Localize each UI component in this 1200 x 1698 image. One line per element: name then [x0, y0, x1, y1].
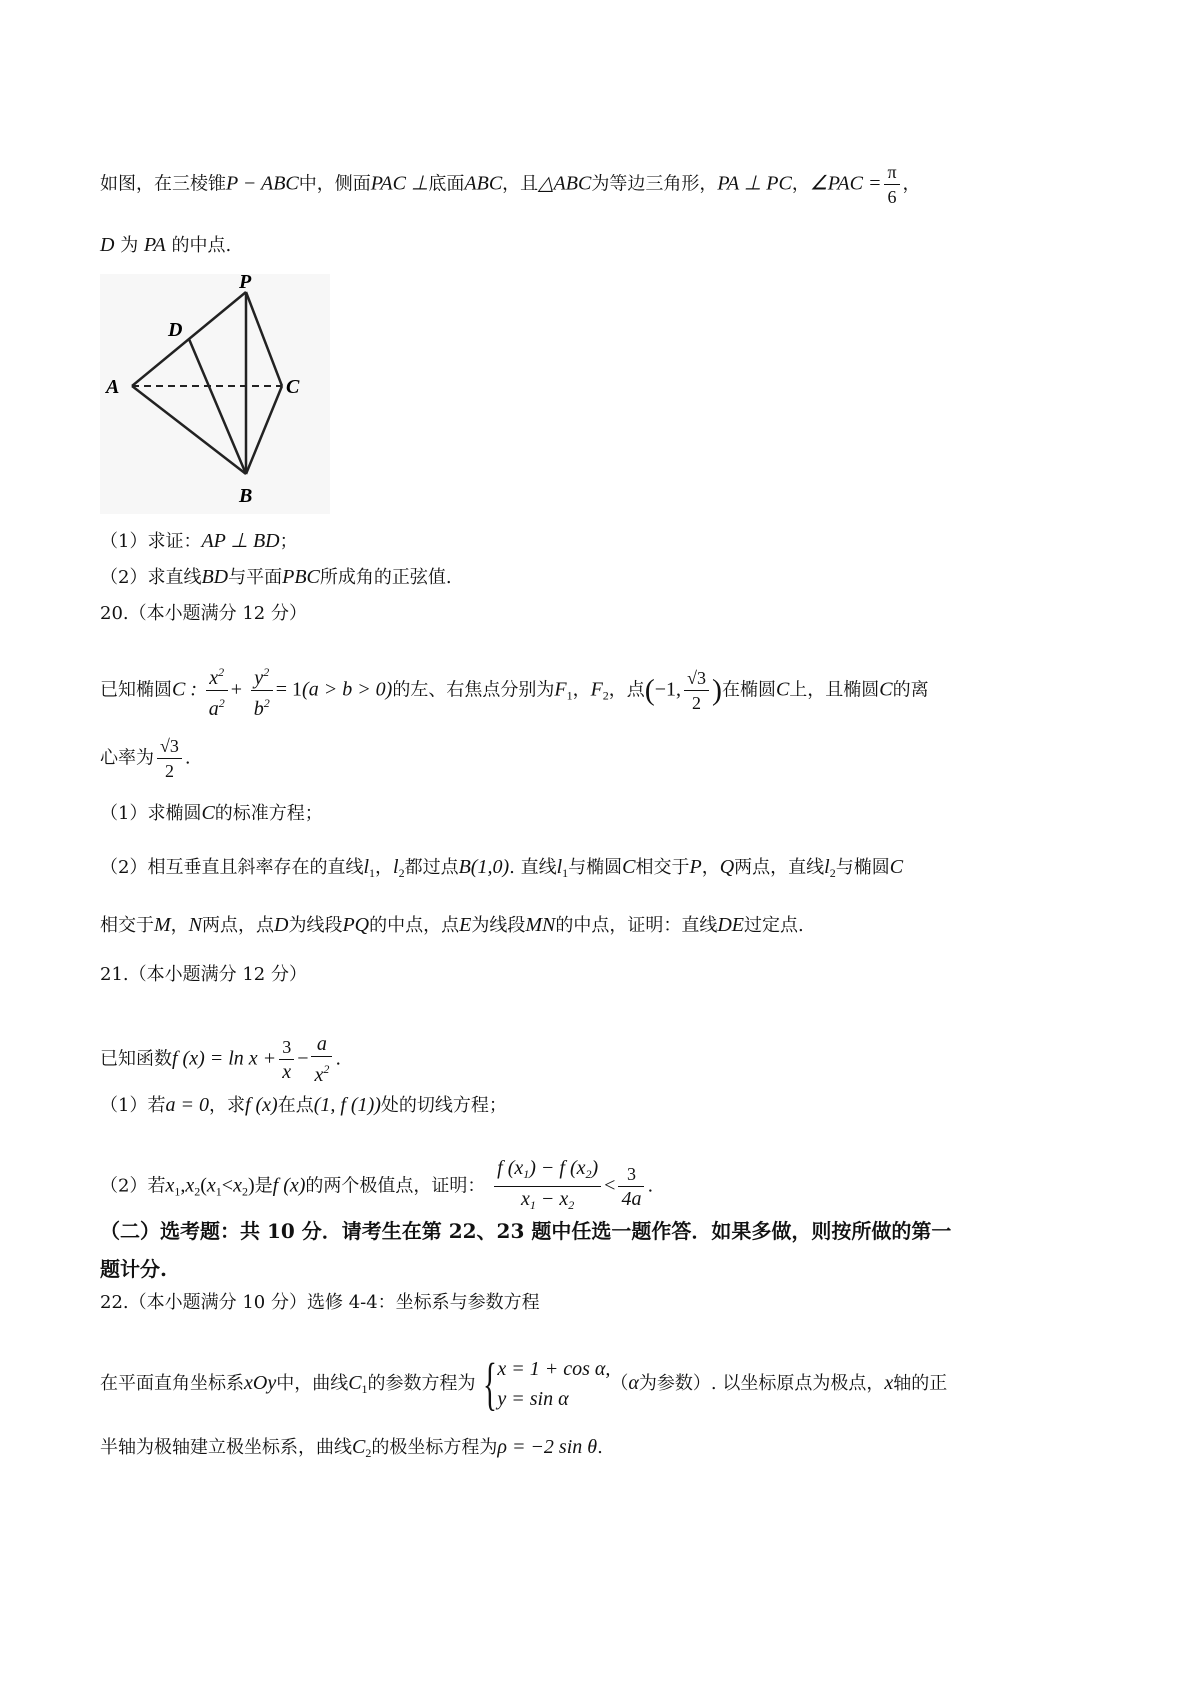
denominator — [251, 691, 273, 721]
math: ) — [247, 1174, 255, 1197]
problem-heading: 22.（本小题满分 10 分）选修 4-4：坐标系与参数方程 — [100, 1292, 540, 1313]
pyramid-figure — [100, 274, 330, 514]
text: 的中点，证明：直线 — [555, 915, 718, 936]
fraction-y2-b2 — [251, 660, 273, 721]
p19-q2 — [100, 564, 452, 591]
text: 所成角的正弦值. — [319, 567, 452, 588]
text: 为线段 — [471, 915, 526, 936]
math: f (x) — [244, 1094, 278, 1116]
section-2-line-2 — [100, 1256, 167, 1282]
math: D — [100, 234, 115, 256]
label-D: D — [168, 319, 183, 341]
text: 轴的正 — [893, 1373, 948, 1394]
subscript: 2 — [194, 1184, 201, 1199]
math: F — [590, 678, 603, 701]
subscript: 1 — [361, 1382, 368, 1396]
p21-q1 — [100, 1092, 507, 1119]
text: 过定点. — [744, 915, 804, 936]
text: 都过点 — [404, 857, 459, 878]
fraction-x2-a2 — [206, 660, 228, 721]
problem-heading: 20.（本小题满分 12 分） — [100, 603, 307, 624]
math: M — [154, 914, 171, 936]
text: ，且 — [502, 173, 539, 195]
text: 如图，在三棱锥 — [100, 173, 226, 195]
text: 已知椭圆 — [100, 679, 172, 701]
p21-line-1 — [100, 1032, 341, 1087]
math: C — [889, 856, 904, 878]
text: 为参数）. 以坐标原点为极点， — [638, 1373, 885, 1394]
math: D — [274, 914, 289, 936]
label-C: C — [286, 376, 300, 398]
text: 相交于 — [100, 915, 154, 936]
text: 为 — [120, 235, 139, 256]
exponent: 2 — [263, 696, 270, 710]
math: x — [185, 1174, 195, 1197]
text: ， — [572, 679, 591, 701]
math: l — [824, 856, 830, 878]
var: x — [314, 1064, 324, 1086]
label-B: B — [239, 485, 253, 507]
subscript: 1 — [566, 688, 573, 703]
math: C — [775, 678, 790, 701]
text: 与平面 — [228, 567, 283, 588]
label-A: A — [106, 376, 120, 398]
math: C : — [172, 678, 197, 701]
section-2-line-1 — [100, 1218, 951, 1244]
text: . — [335, 1048, 342, 1070]
brace-left: { — [482, 1351, 497, 1416]
text: . 直线 — [509, 857, 557, 878]
p20-line-3 — [100, 912, 804, 939]
text: 两点，点 — [202, 915, 275, 936]
text: 上，且椭圆 — [789, 679, 880, 701]
math: l — [556, 856, 563, 878]
text: 的两个极值点，证明： — [305, 1175, 486, 1197]
exponent: 2 — [323, 1062, 330, 1076]
text: 中，曲线 — [276, 1373, 349, 1394]
subscript: 1 — [529, 1198, 536, 1212]
text: （1）求证： — [100, 531, 202, 552]
equation-1: x = 1 + cos α, — [497, 1358, 611, 1380]
math: N — [188, 914, 203, 936]
fraction-3-4a — [618, 1162, 644, 1211]
denominator — [494, 1187, 601, 1217]
text: 两点，直线 — [734, 857, 825, 878]
math: ) − f (x — [529, 1157, 586, 1179]
math: PAC ⊥ — [370, 172, 429, 195]
text: 的左、右焦点分别为 — [392, 679, 555, 701]
text: 的参数方程为 — [367, 1373, 476, 1394]
text: （ — [610, 1373, 629, 1394]
math: AP ⊥ BD — [201, 530, 280, 552]
subscript: 1 — [369, 866, 376, 880]
math: PA — [143, 234, 166, 256]
text: 是 — [254, 1175, 273, 1197]
text: ， — [701, 857, 720, 878]
label-P: P — [239, 274, 252, 293]
numerator — [206, 660, 228, 691]
math: PQ — [342, 914, 370, 936]
denominator: 6 — [887, 187, 897, 207]
exponent: 2 — [218, 665, 225, 679]
text: （2）求直线 — [100, 567, 202, 588]
math: f (x) = ln x + — [172, 1047, 277, 1070]
fraction-a-x2 — [311, 1032, 332, 1087]
section-heading: 题计分. — [100, 1257, 167, 1281]
math: PA ⊥ PC — [717, 172, 792, 195]
denominator — [206, 691, 228, 721]
text: 为线段 — [288, 915, 343, 936]
p20-line-1 — [100, 660, 929, 721]
text: （1）若 — [100, 1095, 166, 1116]
math: f (x) — [272, 1174, 306, 1197]
numerator: √3 — [157, 734, 182, 759]
paren-left: ( — [644, 673, 655, 707]
text: （2）若 — [100, 1175, 166, 1197]
p20-heading — [100, 601, 307, 627]
numerator — [251, 660, 273, 691]
text: ，点 — [608, 679, 645, 701]
denominator — [311, 1057, 332, 1087]
text: ，求 — [208, 1095, 245, 1116]
p21-q2 — [100, 1156, 653, 1217]
math: x — [233, 1174, 242, 1197]
text: 中，侧面 — [298, 173, 371, 195]
p19-q1 — [100, 528, 298, 555]
math: E — [459, 914, 472, 936]
math: P − ABC — [226, 172, 299, 195]
math: , — [180, 1174, 186, 1197]
math: a = 0 — [165, 1094, 209, 1116]
text: ； — [279, 531, 298, 552]
math: C — [348, 1372, 362, 1394]
numerator: 3 — [279, 1035, 294, 1060]
denominator: 4a — [621, 1188, 642, 1210]
math: C — [622, 856, 636, 878]
math: x — [206, 1174, 216, 1197]
fraction-eccentricity — [157, 734, 182, 783]
subscript: 1 — [174, 1184, 181, 1199]
p22-line-1 — [100, 1351, 948, 1416]
denominator: 2 — [692, 693, 701, 713]
math: l — [393, 856, 399, 878]
fraction-pi-6 — [884, 160, 899, 209]
var: x — [209, 667, 219, 689]
text: 与椭圆 — [835, 857, 890, 878]
text: 的中点，点 — [369, 915, 460, 936]
subscript: 2 — [398, 866, 405, 880]
text: 的离 — [892, 679, 929, 701]
subscript: 1 — [215, 1184, 222, 1199]
math: ) — [591, 1157, 599, 1179]
math: B(1,0) — [458, 856, 510, 878]
var: a — [208, 698, 219, 720]
equation-2: y = sin α — [497, 1388, 569, 1410]
fraction-sqrt3-2 — [684, 666, 709, 715]
math: x — [165, 1174, 175, 1197]
exponent: 2 — [218, 696, 225, 710]
math: < — [221, 1174, 234, 1197]
subscript: 2 — [585, 1167, 592, 1181]
math: ABC — [464, 172, 503, 195]
p22-heading — [100, 1290, 540, 1316]
math: (a > b > 0) — [302, 678, 393, 701]
p20-q2 — [100, 854, 903, 886]
math: C — [879, 678, 893, 701]
text: ， — [375, 857, 394, 878]
math: α — [628, 1372, 639, 1394]
math: l — [363, 856, 370, 878]
fraction-difference-quotient — [494, 1156, 601, 1217]
subscript: 1 — [562, 866, 569, 880]
numerator — [494, 1156, 601, 1187]
math: (1, f (1)) — [313, 1094, 381, 1116]
subscript: 2 — [241, 1184, 248, 1199]
text: 底面 — [428, 173, 465, 195]
math: PBC — [282, 566, 320, 588]
math: Q — [719, 856, 735, 878]
numerator: 3 — [618, 1162, 644, 1187]
problem-heading: 21.（本小题满分 12 分） — [100, 964, 307, 985]
denominator: x — [282, 1061, 292, 1083]
text: . — [597, 1437, 603, 1458]
text: 的标准方程； — [214, 803, 323, 824]
var: y — [254, 667, 264, 689]
math: ∠PAC = — [809, 172, 882, 195]
text: . — [647, 1175, 654, 1197]
text: 在平面直角坐标系 — [100, 1373, 244, 1394]
text: 与椭圆 — [568, 857, 623, 878]
text: 在椭圆 — [721, 679, 776, 701]
math: ρ = −2 sin θ — [497, 1436, 598, 1458]
text: ， — [791, 173, 810, 195]
subscript: 2 — [829, 866, 836, 880]
text: （1）求椭圆 — [100, 803, 202, 824]
text: 的中点. — [171, 235, 232, 256]
math: xOy — [244, 1372, 277, 1394]
p19-line-2 — [100, 232, 231, 259]
math: + — [230, 678, 243, 701]
subscript: 2 — [365, 1446, 372, 1460]
math: x — [884, 1372, 894, 1394]
section-heading: （二）选考题：共 10 分．请考生在第 22、23 题中任选一题作答．如果多做，则按所做的第一 — [100, 1219, 952, 1243]
text: ， — [170, 915, 189, 936]
subscript: 1 — [523, 1167, 530, 1181]
var: b — [253, 698, 264, 720]
p21-heading — [100, 962, 307, 988]
p20-q1 — [100, 800, 323, 827]
parametric-system — [497, 1354, 610, 1414]
text: 的极坐标方程为 — [371, 1437, 498, 1458]
math: x — [521, 1188, 530, 1210]
text: 处的切线方程； — [380, 1095, 507, 1116]
math: MN — [525, 914, 556, 936]
math: C — [201, 802, 215, 824]
math: C — [352, 1436, 366, 1458]
math: = 1 — [275, 678, 303, 701]
math: DE — [717, 914, 745, 936]
p19-line-1 — [100, 160, 921, 209]
denominator: 2 — [164, 761, 174, 781]
text: ， — [902, 173, 921, 195]
math: < — [604, 1174, 616, 1197]
text: 已知函数 — [100, 1048, 172, 1070]
subscript: 2 — [602, 688, 609, 703]
text: 在点 — [277, 1095, 314, 1116]
math: −1, — [654, 678, 682, 701]
subscript: 2 — [568, 1198, 575, 1212]
numerator: π — [884, 160, 899, 185]
math: △ABC — [538, 172, 592, 195]
math: F — [554, 678, 567, 701]
exponent: 2 — [263, 665, 270, 679]
p20-line-2 — [100, 734, 191, 783]
numerator: a — [311, 1032, 332, 1057]
fraction-3-x — [279, 1035, 294, 1084]
text: . — [184, 747, 191, 769]
math: BD — [201, 566, 229, 588]
math: ( — [200, 1174, 207, 1197]
paren-right: ) — [711, 673, 722, 707]
math: − — [297, 1047, 309, 1070]
p22-line-2 — [100, 1434, 603, 1466]
text: 半轴为极轴建立极坐标系，曲线 — [100, 1437, 352, 1458]
text: 心率为 — [100, 747, 154, 769]
math: P — [689, 856, 702, 878]
text: 相交于 — [635, 857, 690, 878]
math: − x — [535, 1188, 569, 1210]
math: f (x — [497, 1157, 524, 1179]
text: （2）相互垂直且斜率存在的直线 — [100, 857, 364, 878]
numerator: √3 — [684, 666, 709, 691]
text: 为等边三角形， — [591, 173, 718, 195]
